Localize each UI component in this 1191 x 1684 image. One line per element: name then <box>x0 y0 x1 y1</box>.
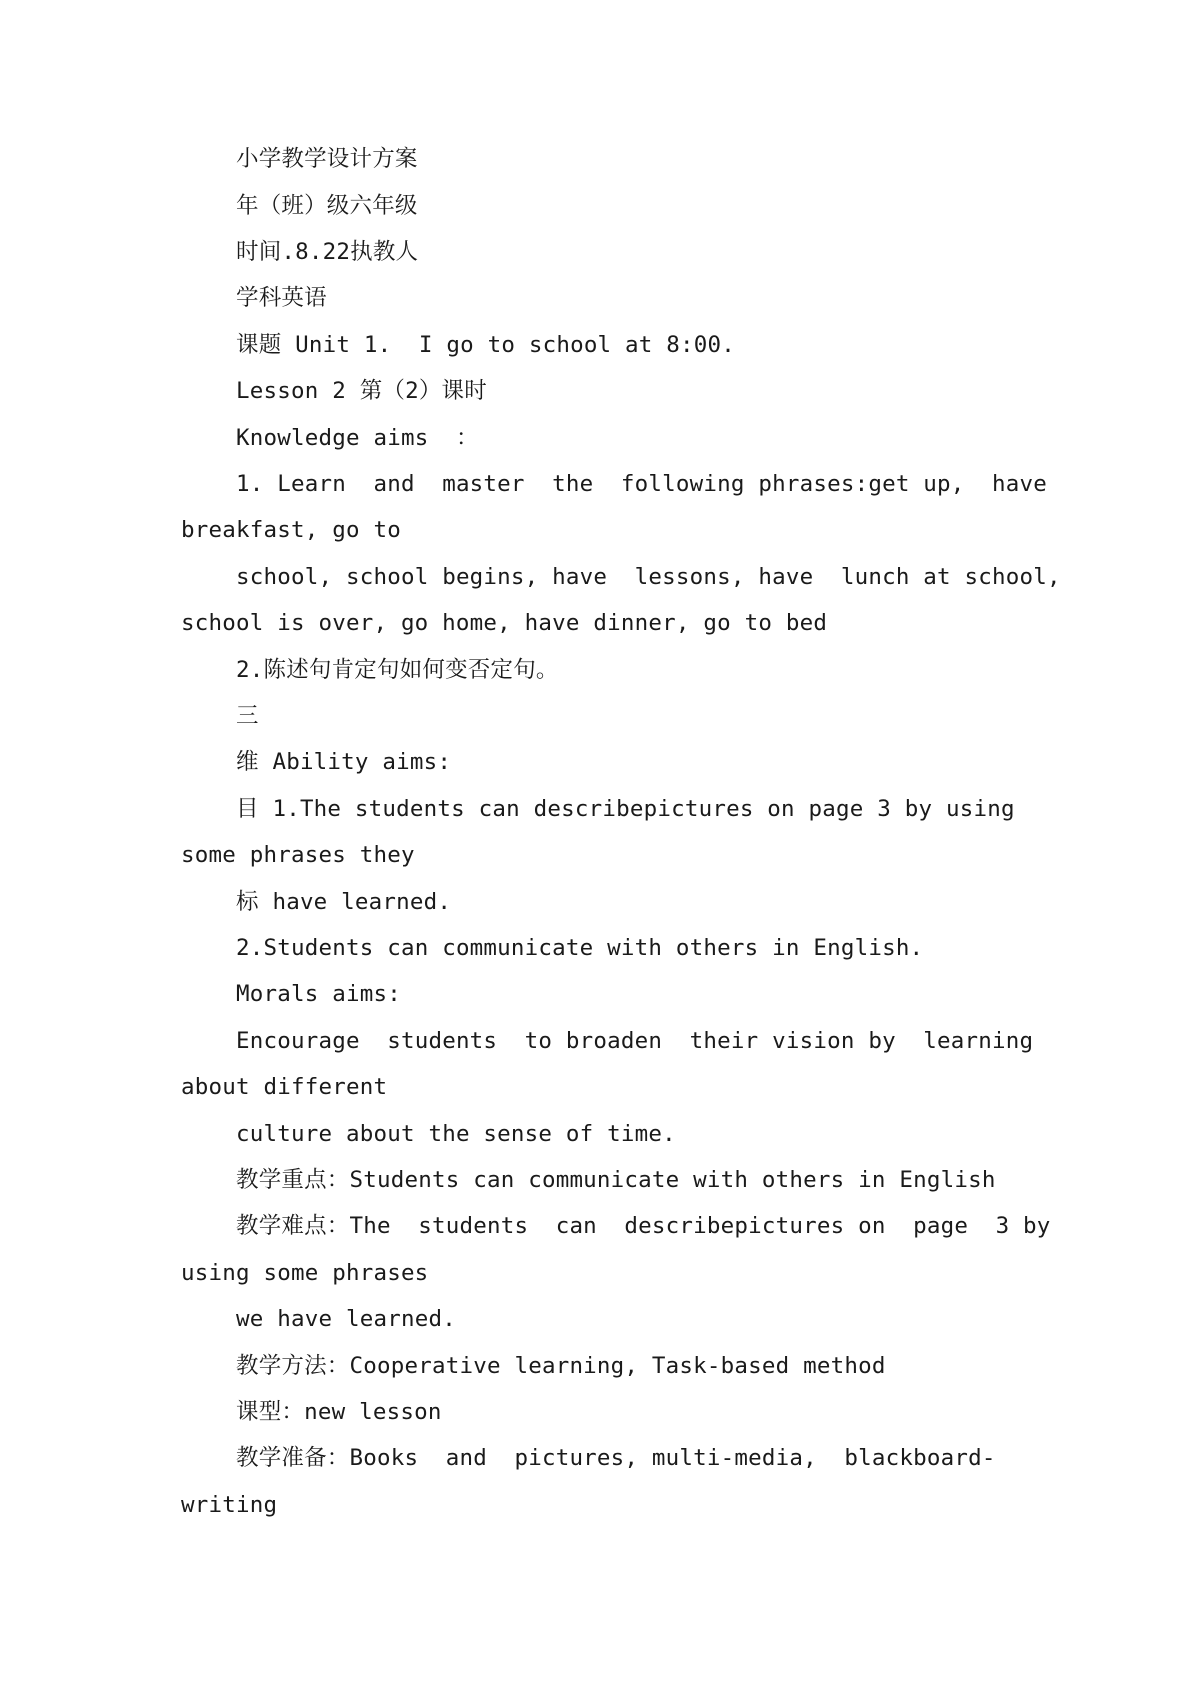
phrases-line: school, school begins, have lessons, have lunch at school, <box>236 564 1061 590</box>
topic-line: 课题 Unit 1. I go to school at 8:00. <box>236 332 736 358</box>
preparation-line-cont: writing <box>181 1492 278 1518</box>
morals-heading: Morals aims: <box>236 981 401 1007</box>
phrases-line-cont: school is over, go home, have dinner, go to bed <box>181 610 828 636</box>
morals-line: Encourage students to broaden their vision by learning <box>236 1028 1034 1054</box>
morals-line-end: culture about the sense of time. <box>236 1121 676 1147</box>
ability-item-1-end: 标 have learned. <box>236 889 452 915</box>
subject-line: 学科英语 <box>236 285 327 311</box>
difficulty-line: 教学难点：The students can describepictures on page 3 by <box>236 1213 1051 1239</box>
doc-title: 小学教学设计方案 <box>236 146 418 172</box>
knowledge-item-2: 2.陈述句肯定句如何变否定句。 <box>236 657 559 683</box>
ability-item-1: 目 1.The students can describepictures on page 3 by using <box>236 796 1015 822</box>
knowledge-item-1: 1. Learn and master the following phrases:get up, have <box>236 471 1048 497</box>
knowledge-heading: Knowledge aims ： <box>236 425 479 451</box>
three-char: 三 <box>236 703 259 729</box>
knowledge-item-1-cont: breakfast, go to <box>181 517 401 543</box>
lesson-type-line: 课型：new lesson <box>236 1399 442 1425</box>
time-line: 时间.8.22执教人 <box>236 239 419 265</box>
ability-item-1-cont: some phrases they <box>181 842 415 868</box>
morals-line-cont: about different <box>181 1074 388 1100</box>
lesson-line: Lesson 2 第（2）课时 <box>236 378 487 404</box>
preparation-line: 教学准备：Books and pictures, multi-media, blackboard- <box>236 1445 996 1471</box>
key-point-line: 教学重点：Students can communicate with others in English <box>236 1167 996 1193</box>
method-line: 教学方法：Cooperative learning, Task-based method <box>236 1353 886 1379</box>
difficulty-line-end: we have learned. <box>236 1306 456 1332</box>
ability-item-2: 2.Students can communicate with others in English. <box>236 935 924 961</box>
ability-heading: 维 Ability aims: <box>236 749 452 775</box>
difficulty-line-cont: using some phrases <box>181 1260 429 1286</box>
grade-line: 年（班）级六年级 <box>236 193 418 219</box>
